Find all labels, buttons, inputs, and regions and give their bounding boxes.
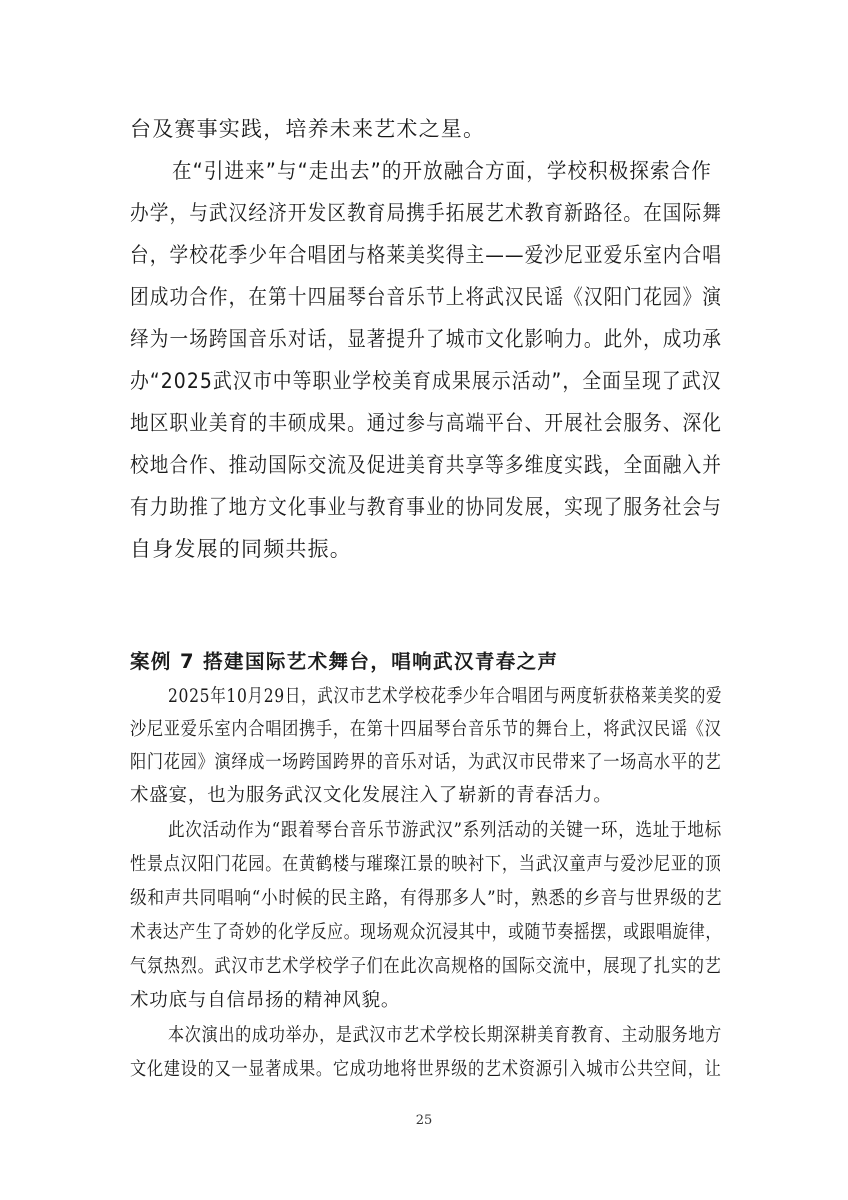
paragraph-line: 校地合作、推动国际交流及促进美育共享等多维度实践，全面融入并 xyxy=(130,453,723,477)
case-paragraph-line: 本次演出的成功举办，是武汉市艺术学校长期深耕美育教育、主动服务地方 xyxy=(168,1025,722,1046)
case-paragraph-line: 术功底与自信昂扬的精神风貌。 xyxy=(130,990,401,1011)
case-paragraph-line: 沙尼亚爱乐室内合唱团携手，在第十四届琴台音乐节的舞台上，将武汉民谣《汉 xyxy=(130,719,722,740)
case-paragraph-line: 文化建设的又一显著成果。它成功地将世界级的艺术资源引入城市公共空间，让 xyxy=(130,1059,722,1080)
paragraph-line: 在“引进来”与“走出去”的开放融合方面，学校积极探索合作 xyxy=(172,159,712,183)
case-paragraph-line: 阳门花园》演绎成一场跨国跨界的音乐对话，为武汉市民带来了一场高水平的艺 xyxy=(130,752,722,773)
paragraph-line: 台及赛事实践，培养未来艺术之星。 xyxy=(130,117,486,141)
case-paragraph-line: 术表达产生了奇妙的化学反应。现场观众沉浸其中，或随节奏摇摆，或跟唱旋律， xyxy=(130,922,722,943)
case-paragraph-line: 此次活动作为“跟着琴台音乐节游武汉”系列活动的关键一环，选址于地标 xyxy=(168,820,722,841)
case-paragraph-line: 2025年10月29日，武汉市艺术学校花季少年合唱团与两度斩获格莱美奖的爱 xyxy=(168,686,723,707)
paragraph-line: 台，学校花季少年合唱团与格莱美奖得主——爱沙尼亚爱乐室内合唱 xyxy=(130,243,723,267)
page-number: 25 xyxy=(415,1113,433,1128)
case-heading: 案例 7 搭建国际艺术舞台，唱响武汉青春之声 xyxy=(130,650,559,673)
paragraph-line: 办“2025武汉市中等职业学校美育成果展示活动”，全面呈现了武汉 xyxy=(130,369,722,393)
paragraph-line: 绎为一场跨国音乐对话，显著提升了城市文化影响力。此外，成功承 xyxy=(130,327,723,351)
paragraph-line: 有力助推了地方文化事业与教育事业的协同发展，实现了服务社会与 xyxy=(130,495,723,519)
case-paragraph-line: 级和声共同唱响“小时候的民主路，有得那多人”时，熟悉的乡音与世界级的艺 xyxy=(130,888,723,909)
case-paragraph-line: 性景点汉阳门花园。在黄鹤楼与璀璨江景的映衬下，当武汉童声与爱沙尼亚的顶 xyxy=(130,854,722,875)
paragraph-line: 自身发展的同频共振。 xyxy=(130,537,352,561)
case-paragraph-line: 术盛宴，也为服务武汉文化发展注入了崭新的青春活力。 xyxy=(130,785,613,806)
case-paragraph-line: 气氛热烈。武汉市艺术学校学子们在此次高规格的国际交流中，展现了扎实的艺 xyxy=(130,956,722,977)
paragraph-line: 团成功合作，在第十四届琴台音乐节上将武汉民谣《汉阳门花园》演 xyxy=(130,285,723,309)
paragraph-line: 地区职业美育的丰硕成果。通过参与高端平台、开展社会服务、深化 xyxy=(130,411,723,435)
paragraph-line: 办学，与武汉经济开发区教育局携手拓展艺术教育新路径。在国际舞 xyxy=(130,201,723,225)
